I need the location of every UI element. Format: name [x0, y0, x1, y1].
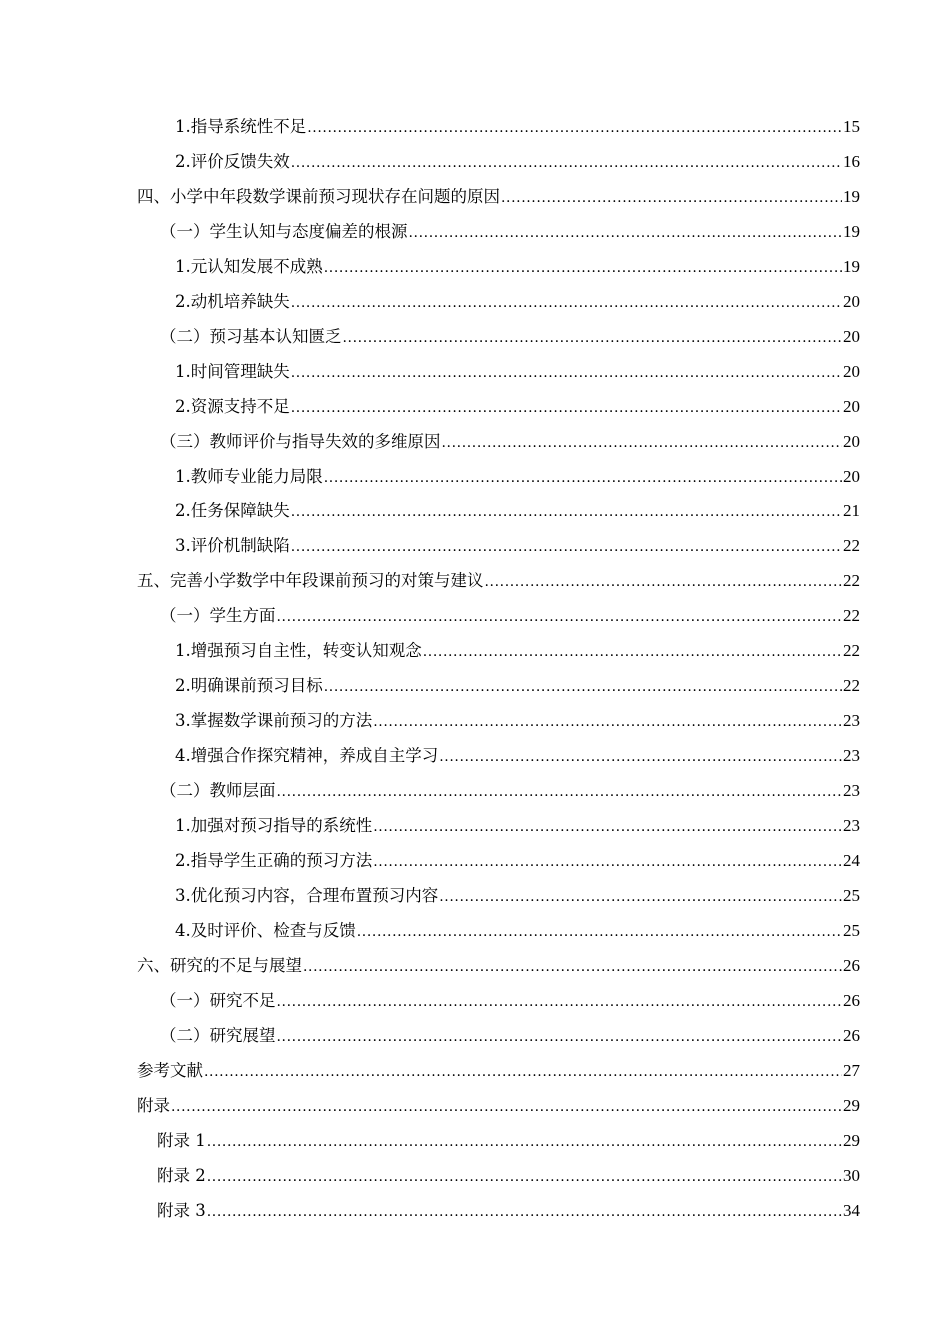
toc-entry-line [157, 1131, 860, 1152]
toc-entry-title: 2.资源支持不足 [175, 396, 290, 416]
toc-entry-title: 4.增强合作探究精神，养成自主学习 [175, 746, 439, 766]
toc-entry-title: 3.评价机制缺陷 [175, 536, 290, 556]
toc-page-number: 19 [843, 221, 860, 241]
toc-entry[interactable] [0, 355, 950, 390]
toc-page-number: 29 [843, 1095, 860, 1115]
toc-entry[interactable] [0, 110, 950, 145]
toc-entry-title: 1.教师专业能力局限 [175, 466, 323, 486]
toc-page-number: 20 [843, 291, 860, 311]
toc-entry[interactable] [0, 425, 950, 460]
toc-entry-line [175, 292, 860, 313]
toc-entry[interactable] [0, 914, 950, 949]
toc-page-number: 16 [843, 151, 860, 171]
toc-page-number: 23 [843, 711, 860, 731]
toc-entry-title: 附录 [137, 1095, 170, 1115]
dot-leader [324, 677, 842, 697]
toc-entry[interactable] [0, 215, 950, 250]
dot-leader [423, 642, 842, 662]
toc-entry-line [175, 362, 860, 383]
toc-page-number: 20 [843, 431, 860, 451]
toc-entry[interactable] [0, 180, 950, 215]
toc-entry-line [175, 816, 860, 837]
toc-entry-line [175, 921, 860, 942]
toc-entry[interactable] [0, 320, 950, 355]
toc-entry-title: 四、小学中年段数学课前预习现状存在问题的原因 [137, 186, 500, 206]
dot-leader [439, 887, 842, 907]
dot-leader [291, 537, 842, 557]
toc-page-number: 23 [843, 816, 860, 836]
dot-leader [373, 852, 842, 872]
dot-leader [485, 572, 843, 592]
toc-entry-title: 2.动机培养缺失 [175, 291, 290, 311]
toc-entry[interactable] [0, 599, 950, 634]
toc-page-number: 25 [843, 885, 860, 905]
toc-entry-line [175, 467, 860, 488]
toc-page-number: 22 [843, 641, 860, 661]
dot-leader [501, 188, 842, 208]
toc-page-number: 20 [843, 396, 860, 416]
toc-entry-title: （二）教师层面 [160, 781, 276, 801]
toc-entry[interactable] [0, 460, 950, 495]
toc-entry[interactable] [0, 774, 950, 809]
toc-entry[interactable] [0, 250, 950, 285]
toc-entry[interactable] [0, 844, 950, 879]
toc-entry-title: （二）研究展望 [160, 1025, 276, 1045]
toc-page-number: 34 [843, 1200, 860, 1220]
toc-entry-title: 1.元认知发展不成熟 [175, 256, 323, 276]
toc-entry-line [175, 536, 860, 557]
toc-entry[interactable] [0, 529, 950, 564]
dot-leader [171, 1097, 842, 1117]
toc-entry-title: 1.加强对预习指导的系统性 [175, 816, 373, 836]
toc-entry-title: 附录 1 [157, 1130, 206, 1150]
toc-entry-title: 六、研究的不足与展望 [137, 955, 302, 975]
toc-page-number: 22 [843, 536, 860, 556]
dot-leader [343, 328, 843, 348]
toc-entry-line [175, 711, 860, 732]
dot-leader [373, 712, 842, 732]
toc-page-number: 25 [843, 920, 860, 940]
toc-page-number: 22 [843, 571, 860, 591]
toc-entry-title: 附录 3 [157, 1200, 206, 1220]
dot-leader [303, 957, 842, 977]
toc-entry[interactable] [0, 145, 950, 180]
toc-entry-title: 1.时间管理缺失 [175, 361, 290, 381]
toc-page-number: 22 [843, 676, 860, 696]
dot-leader [207, 1132, 842, 1152]
toc-entry[interactable] [0, 564, 950, 599]
toc-entry[interactable] [0, 1194, 950, 1229]
toc-entry-line [137, 571, 860, 592]
toc-page-number: 22 [843, 606, 860, 626]
toc-entry-line [160, 222, 860, 243]
toc-page-number: 20 [843, 326, 860, 346]
dot-leader [291, 293, 842, 313]
toc-page-number: 21 [843, 501, 860, 521]
toc-entry-line [137, 1096, 860, 1117]
toc-page-number: 19 [843, 186, 860, 206]
toc-entry-line [137, 187, 860, 208]
toc-entry-line [175, 257, 860, 278]
dot-leader [291, 398, 842, 418]
dot-leader [409, 223, 843, 243]
dot-leader [277, 992, 843, 1012]
toc-entry-title: （一）研究不足 [160, 990, 276, 1010]
toc-entry[interactable] [0, 1054, 950, 1089]
toc-page-number: 15 [843, 116, 860, 136]
toc-page-number: 30 [843, 1165, 860, 1185]
toc-page-number: 26 [843, 990, 860, 1010]
toc-entry-title: 2.任务保障缺失 [175, 501, 290, 521]
dot-leader [324, 258, 842, 278]
dot-leader [277, 782, 843, 802]
dot-leader [357, 922, 842, 942]
dot-leader [277, 1027, 843, 1047]
toc-entry-title: （一）学生认知与态度偏差的根源 [160, 221, 408, 241]
toc-entry-title: 1.增强预习自主性，转变认知观念 [175, 641, 422, 661]
toc-entry-title: 1.指导系统性不足 [175, 116, 307, 136]
dot-leader [291, 363, 842, 383]
dot-leader [277, 607, 843, 627]
toc-entry-line [175, 851, 860, 872]
toc-entry[interactable] [0, 704, 950, 739]
toc-entry[interactable] [0, 949, 950, 984]
toc-entry-line [160, 781, 860, 802]
dot-leader [442, 433, 843, 453]
toc-entry[interactable] [0, 390, 950, 425]
toc-entry[interactable] [0, 669, 950, 704]
dot-leader [439, 747, 842, 767]
toc-page-number: 20 [843, 466, 860, 486]
toc-entry-line [160, 327, 860, 348]
toc-entry-line [175, 641, 860, 662]
table-of-contents [0, 110, 950, 1229]
toc-entry[interactable] [0, 1124, 950, 1159]
toc-page-number: 24 [843, 850, 860, 870]
toc-entry[interactable] [0, 809, 950, 844]
toc-page-number: 26 [843, 1025, 860, 1045]
toc-entry[interactable] [0, 739, 950, 774]
toc-page-number: 26 [843, 955, 860, 975]
toc-entry-line [160, 1026, 860, 1047]
dot-leader [207, 1202, 842, 1222]
toc-entry-line [175, 152, 860, 173]
toc-entry[interactable] [0, 634, 950, 669]
toc-entry[interactable] [0, 1159, 950, 1194]
dot-leader [373, 817, 842, 837]
toc-entry-title: 2.明确课前预习目标 [175, 676, 323, 696]
toc-entry-title: （三）教师评价与指导失效的多维原因 [160, 431, 441, 451]
toc-entry-line [175, 501, 860, 522]
toc-entry[interactable] [0, 984, 950, 1019]
toc-entry-title: （二）预习基本认知匮乏 [160, 326, 342, 346]
toc-page-number: 20 [843, 361, 860, 381]
toc-entry-line [175, 397, 860, 418]
toc-entry-title: （一）学生方面 [160, 606, 276, 626]
toc-entry-title: 3.优化预习内容，合理布置预习内容 [175, 885, 439, 905]
toc-page-number: 23 [843, 746, 860, 766]
toc-entry-line [160, 432, 860, 453]
dot-leader [207, 1167, 842, 1187]
toc-entry-line [175, 117, 860, 138]
dot-leader [291, 502, 842, 522]
toc-entry-title: 4.及时评价、检查与反馈 [175, 920, 356, 940]
toc-entry-line [175, 746, 860, 767]
toc-entry-line [137, 956, 860, 977]
toc-entry[interactable] [0, 1089, 950, 1124]
toc-page-number: 19 [843, 256, 860, 276]
dot-leader [324, 468, 842, 488]
toc-entry[interactable] [0, 494, 950, 529]
toc-entry-title: 2.指导学生正确的预习方法 [175, 850, 373, 870]
toc-entry-line [137, 1061, 860, 1082]
toc-entry-line [160, 991, 860, 1012]
toc-entry-line [175, 676, 860, 697]
toc-page-number: 29 [843, 1130, 860, 1150]
dot-leader [204, 1062, 842, 1082]
dot-leader [291, 153, 842, 173]
toc-entry-line [157, 1201, 860, 1222]
toc-entry[interactable] [0, 879, 950, 914]
toc-entry-title: 附录 2 [157, 1165, 206, 1185]
toc-entry-title: 2.评价反馈失效 [175, 151, 290, 171]
toc-entry-line [157, 1166, 860, 1187]
toc-page-number: 23 [843, 781, 860, 801]
toc-entry-title: 3.掌握数学课前预习的方法 [175, 711, 373, 731]
dot-leader [307, 118, 842, 138]
toc-entry-title: 五、完善小学数学中年段课前预习的对策与建议 [137, 571, 484, 591]
toc-page-number: 27 [843, 1060, 860, 1080]
toc-entry[interactable] [0, 285, 950, 320]
toc-entry-line [175, 886, 860, 907]
toc-entry-line [160, 606, 860, 627]
toc-entry-title: 参考文献 [137, 1060, 203, 1080]
toc-entry[interactable] [0, 1019, 950, 1054]
